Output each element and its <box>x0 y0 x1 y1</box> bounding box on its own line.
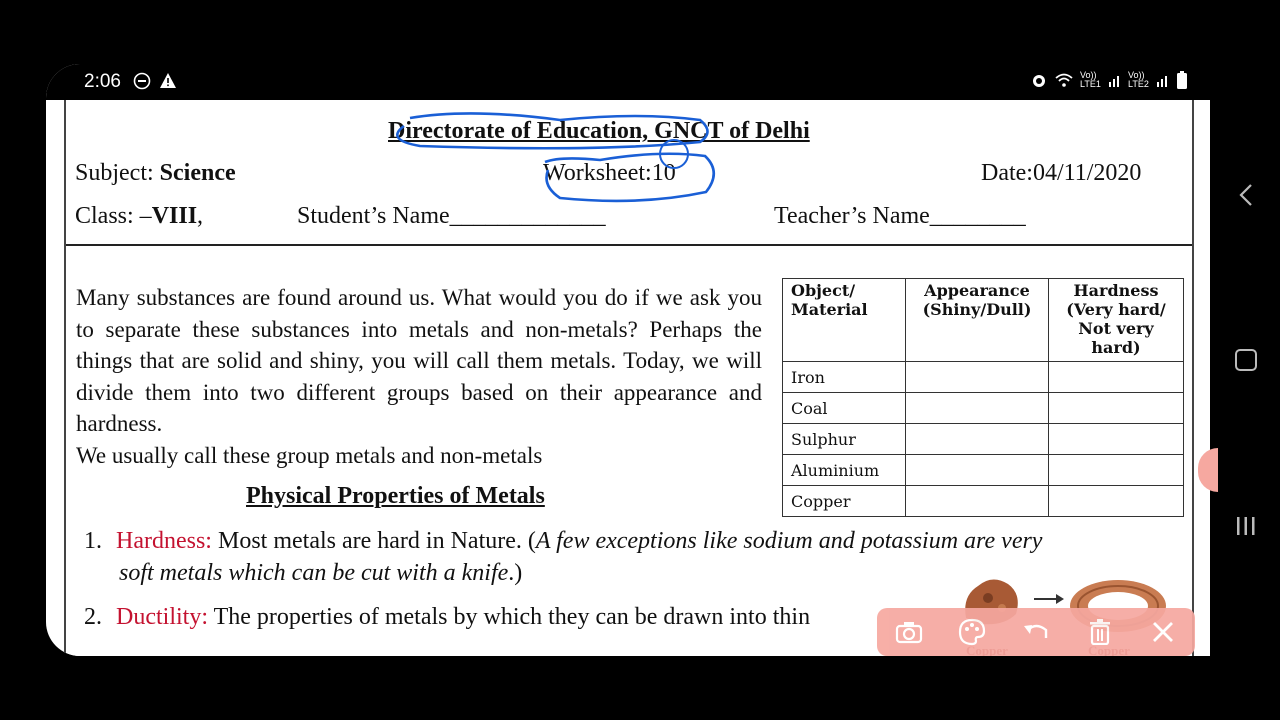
class-suffix: , <box>197 203 204 229</box>
document-header: Directorate of Education, GNCT of Delhi <box>388 118 810 144</box>
item-italic: A few exceptions like sodium and potassium are very <box>535 528 1043 554</box>
home-button-icon[interactable] <box>1234 348 1258 372</box>
item-term: Hardness: <box>116 528 212 554</box>
student-name-field: Student’s Name_____________ <box>297 203 606 229</box>
palette-icon[interactable] <box>952 612 992 652</box>
item-italic: soft metals which can be cut with a knife <box>119 560 509 586</box>
table-cell: Iron <box>783 362 906 393</box>
teacher-name-field: Teacher’s Name________ <box>774 203 1026 229</box>
item-text: The properties of metals by which they can be drawn into thin <box>208 604 811 630</box>
camera-icon[interactable] <box>889 612 929 652</box>
delete-icon[interactable] <box>1080 612 1120 652</box>
recent-apps-icon[interactable] <box>1234 514 1258 538</box>
item-end: .) <box>508 560 523 586</box>
recorder-toolbar <box>877 608 1195 656</box>
class-value: VIII <box>151 203 198 229</box>
table-cell: Aluminium <box>783 455 906 486</box>
table-header: Appearance (Shiny/Dull) <box>906 279 1049 362</box>
subject-value: Science <box>159 160 236 186</box>
item-number: 1. <box>84 528 102 554</box>
intro-text-2: We usually call these group metals and non-metals <box>76 442 543 468</box>
class-label: Class: – <box>75 203 152 229</box>
back-chevron-icon[interactable] <box>1236 182 1256 208</box>
table-cell: Copper <box>783 486 906 517</box>
status-time: 2:06 <box>84 71 121 92</box>
table-header: Hardness (Very hard/ Not very hard) <box>1049 279 1184 362</box>
table-cell: Sulphur <box>783 424 906 455</box>
undo-icon[interactable] <box>1016 612 1056 652</box>
worksheet-date: Date:04/11/2020 <box>981 160 1142 186</box>
worksheet-number: Worksheet:10 <box>543 160 676 186</box>
table-header: Object/ Material <box>783 279 906 362</box>
table-cell: Coal <box>783 393 906 424</box>
section-heading: Physical Properties of Metals <box>246 483 545 509</box>
close-icon[interactable] <box>1143 612 1183 652</box>
intro-text: Many substances are found around us. What would you do if we ask you to separate these substances into metals and non-metals? Perhaps the things that are solid and shiny, you will call them metals. Today, we will divide them into two different groups based on their appearance and hardness. <box>76 285 762 436</box>
item-text: Most metals are hard in Nature. ( <box>211 528 536 554</box>
item-number: 2. <box>84 604 102 630</box>
sim1-label: Vo)) LTE1 <box>1080 70 1101 89</box>
sim2-label: Vo)) LTE2 <box>1128 70 1149 89</box>
subject-label: Subject: <box>75 160 160 186</box>
item-term: Ductility: <box>116 604 208 630</box>
